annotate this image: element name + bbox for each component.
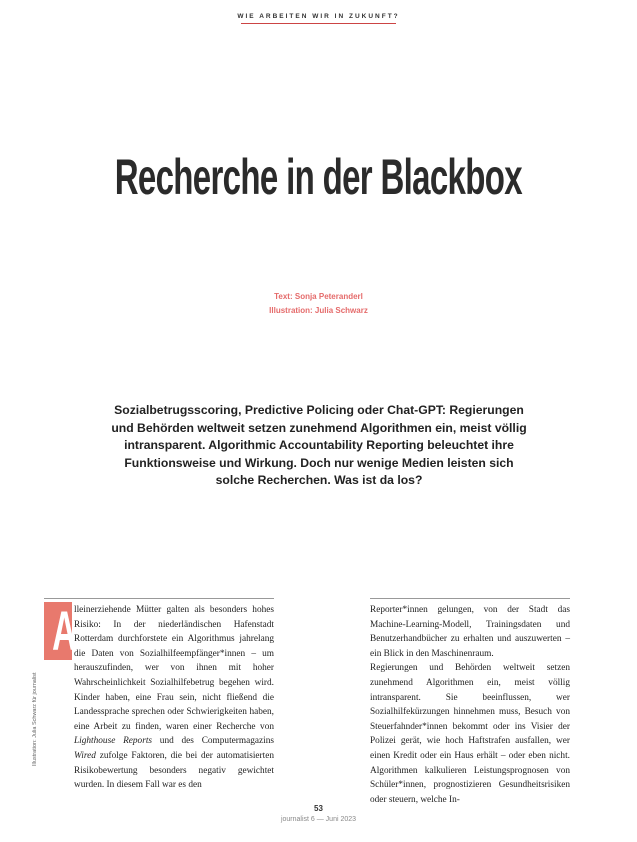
body-column-right [370,603,570,807]
lead-line: intransparent. Algorithmic Accountability Reporting beleuchtet ihre [124,438,514,453]
body-text: zufolge Faktoren, die bei der automatisierten Risikobewertung besonders negativ gewichtet wurden. In diesem Fall war es den [74,750,274,791]
author-credit: Text: Sonja Peteranderl [274,292,363,301]
page-footer: journalist 6 — Juni 2023 [280,816,357,823]
lead-line: solche Recherchen. Was ist da los? [215,473,423,488]
lead-line: und Behörden weltweit setzen zunehmend Algorithmen ein, meist völlig [111,420,527,435]
body-text: und des Computermagazins [152,736,274,747]
lead-line: Funktionsweise und Wirkung. Doch nur wenige Medien leisten sich [124,455,514,470]
section-rubric: WIE ARBEITEN WIR IN ZUKUNFT? [237,13,400,20]
body-paragraph: Regierungen und Behörden weltweit setzen zunehmend Algorithmen ein, meist völlig intransparent. Sie beeinflussen, wer Sozialhilfekürzungen hinnehmen muss, Besuch von Steuerfahnder*innen bekommt oder ins Visier der Polizei gerät, wie hoch Haftstrafen ausfallen, wer einen Kredit oder ein Haus erhält – oder eben nicht. Algorithmen kalkulieren Leistungsprognosen von Schüler*innen, prognostizieren Gesundheitsrisiken oder steuern, welche In- [370,663,570,805]
vertical-illustration-credit: Illustration: Julia Schwarz für journalist [32,672,38,766]
article-title: Recherche in der Blackbox [114,149,522,205]
drop-cap-letter: A [52,599,77,662]
publication-name: Lighthouse Reports [74,736,153,747]
drop-cap [44,599,77,662]
column-rule-right [370,598,570,599]
lead-line: Sozialbetrugsscoring, Predictive Policing oder Chat-GPT: Regierungen [114,403,524,417]
illustration-credit: Illustration: Julia Schwarz [269,306,368,315]
body-column-left [74,603,274,793]
body-paragraph [74,603,274,793]
rubric-underline [241,23,396,24]
body-paragraph: Reporter*innen gelungen, von der Stadt das Machine-Learning-Modell, Trainingsdaten und Benutzerhandbücher zu erhalten und auszuwerten – ein Blick in den Maschinenraum. [370,605,570,659]
body-text: lleinerziehende Mütter galten als besonders hohes Risiko: In der niederländischen Hafenstadt Rotterdam durchforstete ein Algorithmus jahrelang die Daten von Sozialhilfeempfänger*innen – um herauszufinden, wer von ihnen mit hoher Wahrscheinlichkeit Sozialhilfebetrug begehen wird. Kinder haben, eine Frau sein, nicht fließend die Landessprache sprechen oder Schwierigkeiten haben, eine Arbeit zu finden, waren einer Recherche von [74,605,274,732]
publication-name: Wired [74,750,96,761]
page-number: 53 [314,804,323,813]
lead-paragraph [78,402,560,490]
column-rule-left [44,598,274,599]
